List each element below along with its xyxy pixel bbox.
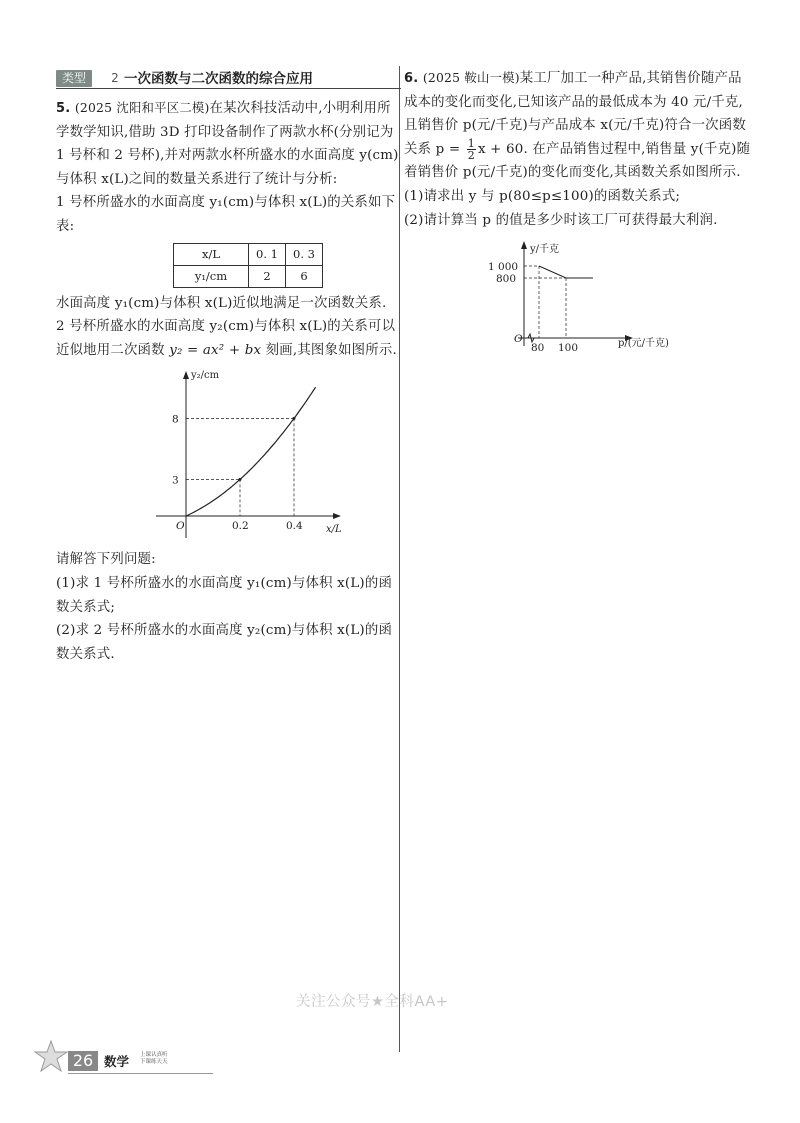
table-cell-y1: 2 [249,265,286,287]
q5-cup1-intro: 1 号杯所盛水的水面高度 y₁(cm)与体积 x(L)的关系如下表: [56,195,396,234]
q5-number: 5. [56,101,71,116]
y-axis-arrow [521,241,527,249]
table-cell-x2: 0. 3 [286,243,323,265]
q6-intro-b: x + 60. 在产品销售过程中,销售量 y(千克)随着销售价 p(元/千克)的变化而变化,其函数关系如图所示. [404,141,751,181]
q6-number: 6. [404,71,419,86]
q5-sub1 [56,572,400,619]
q5-ask: 请解答下列问题: [56,552,156,568]
q5-sub1-text: (1)求 1 号杯所盛水的水面高度 y₁(cm)与体积 x(L)的函数关系式; [56,575,393,615]
footer-subject: 数学 [104,1054,130,1069]
q5-chart [56,366,400,546]
q6-sub1: (1)请求出 y 与 p(80≤p≤100)的函数关系式; [404,188,681,204]
right-column [404,66,754,358]
q5-intro [56,96,400,191]
q5-cup2-intro [56,315,400,362]
section-underline [56,88,401,89]
section-type-tag: 类型 [56,70,92,87]
q5-source: (2025 沈阳和平区二模) [74,100,210,115]
q5-sub2-text: (2)求 2 号杯所盛水的水面高度 y₂(cm)与体积 x(L)的函数关系式. [56,623,393,662]
q6-intro [404,66,754,185]
x-tick-label: 0.2 [232,520,249,533]
piecewise-line [539,266,593,278]
table-cell-x1: 0. 1 [249,243,286,265]
q5-data-table [173,243,323,288]
x-axis-arrow [333,513,341,519]
x-tick-label: 100 [558,342,579,355]
origin-label: O [176,520,185,533]
q5-cup2-text-a: 2 号杯所盛水的水面高度 y₂(cm)与体积 x(L)的关系可以近似地用二次函数 [56,319,396,358]
y-tick-label: 800 [496,273,517,286]
star-logo-icon [34,1040,68,1074]
y-axis-arrow [183,371,189,379]
q6-source: (2025 鞍山一模) [422,70,520,85]
section-title: 一次函数与二次函数的综合应用 [124,71,313,87]
q5-cup2-formula: y₂ = ax² + bx [169,342,262,358]
q6-sub2: (2)请计算当 p 的值是多少时该工厂可获得最大利润. [404,212,718,228]
section-header [56,68,400,90]
page-number: 26 [68,1051,98,1071]
page-footer [34,1040,180,1074]
left-column [56,68,400,666]
q5-cup1-note: 水面高度 y₁(cm)与体积 x(L)近似地满足一次函数关系. [56,295,387,311]
x-tick-label: 80 [531,342,545,355]
table-row [174,243,323,265]
watermark: 关注公众号★全科AA+ [296,994,449,1010]
q6-fraction [467,138,476,161]
origin-label: O [514,333,523,346]
x-tick-label: 0.4 [286,520,303,533]
section-type-number: 2 [108,71,122,86]
footer-slogan-2: 下课练天天 [140,1059,168,1065]
table-row [174,265,323,287]
footer-line [68,1073,213,1074]
quadratic-curve [186,388,316,517]
y-axis-label: y₂/cm [191,370,220,382]
frac-numerator: 1 [467,136,475,150]
data-point [293,417,296,420]
table-cell-y2: 6 [286,265,323,287]
x-axis-label: p/(元/千克) [618,338,669,350]
y-tick-label: 8 [172,413,179,426]
footer-slogan-1: 上课认真听 [140,1052,168,1058]
y-axis-label: y/千克 [530,244,560,256]
x-axis-label: x/L [326,524,342,536]
footer-slogan [140,1052,168,1066]
q5-cup2-text-b: 刻画,其图象如图所示. [261,342,397,358]
data-point [239,478,242,481]
q5-intro-text: 在某次科技活动中,小明利用所学数学知识,借助 3D 打印设备制作了两款水杯(分别记为 1 号杯和 2 号杯),并对两款水杯所盛水的水面高度 y(cm)与体积 x(L)之间的数量关系进行了统计与分析: [56,101,399,187]
table-header-x: x/L [174,243,249,265]
y-tick-label: 1 000 [488,261,519,274]
q5-sub2 [56,619,400,666]
frac-denominator: 2 [467,148,475,162]
table-header-y: y₁/cm [174,265,249,287]
q6-intro-a: 某工厂加工一种产品,其销售价随产品成本的变化而变化,已知该产品的最低成本为 40 元/千克,且销售价 p(元/千克)与产品成本 x(元/千克)符合一次函数关系 p = [404,71,746,157]
y-tick-label: 3 [172,474,179,487]
q6-chart [404,238,754,358]
